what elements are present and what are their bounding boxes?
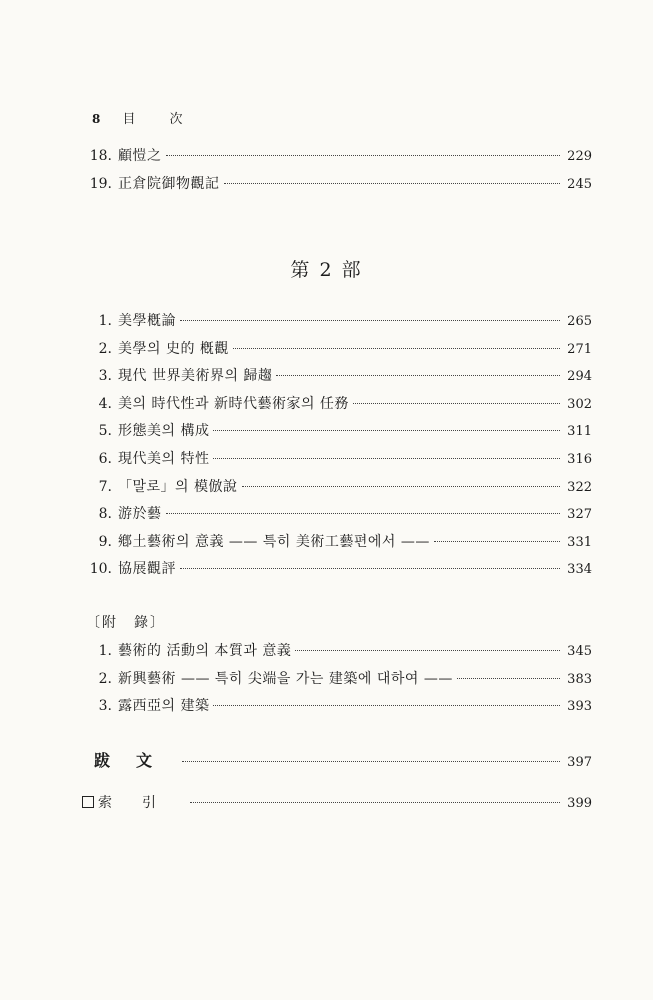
square-bullet-icon bbox=[82, 796, 94, 808]
entry-number: 1. bbox=[98, 643, 112, 659]
header-title: 目次 bbox=[122, 112, 217, 127]
dot-leader bbox=[233, 348, 560, 349]
entry-title: 露西亞의 建築 bbox=[118, 698, 210, 714]
dot-leader bbox=[224, 183, 561, 184]
dot-leader bbox=[190, 802, 560, 803]
entry-number: 4. bbox=[98, 396, 112, 412]
entry-title: 顧愷之 bbox=[118, 148, 162, 164]
entry-page: 302 bbox=[567, 397, 592, 412]
entry-number: 8. bbox=[98, 506, 112, 522]
header-page-number: 8 bbox=[92, 112, 101, 126]
entry-page: 245 bbox=[567, 177, 592, 192]
toc-index[interactable] bbox=[82, 794, 592, 813]
part-title: 第 2 部 bbox=[290, 259, 363, 281]
toc-entry[interactable] bbox=[82, 642, 592, 661]
entry-page: 334 bbox=[567, 562, 592, 577]
dot-leader bbox=[180, 320, 560, 321]
index-title: 索引 bbox=[98, 795, 186, 811]
dot-leader bbox=[434, 541, 560, 542]
entry-title: 美學槪論 bbox=[118, 313, 176, 329]
entry-title: 新興藝術 —— 특히 尖端을 가는 建築에 대하여 —— bbox=[118, 671, 453, 687]
entry-number: 6. bbox=[98, 451, 112, 467]
entry-title: 美學의 史的 槪觀 bbox=[118, 341, 229, 357]
entry-title: 形態美의 構成 bbox=[118, 423, 210, 439]
entry-page: 271 bbox=[567, 342, 592, 357]
toc-entry[interactable] bbox=[82, 505, 592, 524]
entry-number: 2. bbox=[98, 341, 112, 357]
toc-entry[interactable] bbox=[82, 560, 592, 579]
toc-entry[interactable] bbox=[82, 533, 592, 552]
toc-entry[interactable] bbox=[82, 478, 592, 497]
entry-page: 322 bbox=[567, 480, 592, 495]
entry-number: 5. bbox=[98, 423, 112, 439]
entry-number: 10. bbox=[89, 561, 112, 577]
toc-entry[interactable] bbox=[82, 422, 592, 441]
dot-leader bbox=[242, 486, 560, 487]
entry-title: 游於藝 bbox=[118, 506, 162, 522]
toc-entry[interactable] bbox=[82, 312, 592, 331]
appendix-heading: 〔附 錄〕 bbox=[86, 615, 166, 631]
toc-entry[interactable] bbox=[82, 395, 592, 414]
entry-title: 鄕土藝術의 意義 —— 특히 美術工藝편에서 —— bbox=[118, 534, 430, 550]
toc-entry[interactable] bbox=[82, 147, 592, 166]
entry-number: 9. bbox=[98, 534, 112, 550]
dot-leader bbox=[457, 678, 560, 679]
entry-title: 現代 世界美術界의 歸趨 bbox=[118, 368, 273, 384]
entry-number: 7. bbox=[98, 479, 112, 495]
entry-page: 316 bbox=[567, 452, 592, 467]
entry-page: 397 bbox=[567, 755, 592, 770]
toc-entry[interactable] bbox=[82, 340, 592, 359]
entry-title: 協展觀評 bbox=[118, 561, 176, 577]
entry-page: 393 bbox=[567, 699, 592, 714]
toc-afterword[interactable] bbox=[82, 752, 592, 772]
entry-title: 美의 時代性과 新時代藝術家의 任務 bbox=[118, 396, 349, 412]
entry-title: 「말로」의 模倣說 bbox=[118, 479, 238, 495]
entry-page: 383 bbox=[567, 672, 592, 687]
entry-number: 19. bbox=[89, 176, 112, 192]
entry-number: 1. bbox=[98, 313, 112, 329]
dot-leader bbox=[166, 155, 561, 156]
dot-leader bbox=[180, 568, 560, 569]
dot-leader bbox=[213, 430, 560, 431]
dot-leader bbox=[213, 458, 560, 459]
entry-number: 18. bbox=[89, 148, 112, 164]
entry-page: 399 bbox=[567, 796, 592, 811]
toc-entry[interactable] bbox=[82, 367, 592, 386]
running-header bbox=[92, 108, 217, 127]
afterword-title: 跋文 bbox=[94, 751, 179, 770]
dot-leader bbox=[276, 375, 560, 376]
dot-leader bbox=[213, 705, 560, 706]
toc-entry[interactable] bbox=[82, 697, 592, 716]
entry-page: 331 bbox=[567, 535, 592, 550]
entry-number: 2. bbox=[98, 671, 112, 687]
dot-leader bbox=[166, 513, 561, 514]
toc-entry[interactable] bbox=[82, 450, 592, 469]
entry-page: 229 bbox=[567, 149, 592, 164]
entry-title: 現代美의 特性 bbox=[118, 451, 210, 467]
dot-leader bbox=[182, 761, 560, 762]
entry-number: 3. bbox=[98, 698, 112, 714]
entry-title: 正倉院御物觀記 bbox=[118, 176, 220, 192]
dot-leader bbox=[353, 403, 560, 404]
entry-number: 3. bbox=[98, 368, 112, 384]
toc-entry[interactable] bbox=[82, 175, 592, 194]
entry-page: 311 bbox=[567, 424, 592, 439]
toc-entry[interactable] bbox=[82, 670, 592, 689]
entry-title: 藝術的 活動의 本質과 意義 bbox=[118, 643, 292, 659]
entry-page: 327 bbox=[567, 507, 592, 522]
entry-page: 265 bbox=[567, 314, 592, 329]
entry-page: 345 bbox=[567, 644, 592, 659]
entry-page: 294 bbox=[567, 369, 592, 384]
dot-leader bbox=[295, 650, 560, 651]
